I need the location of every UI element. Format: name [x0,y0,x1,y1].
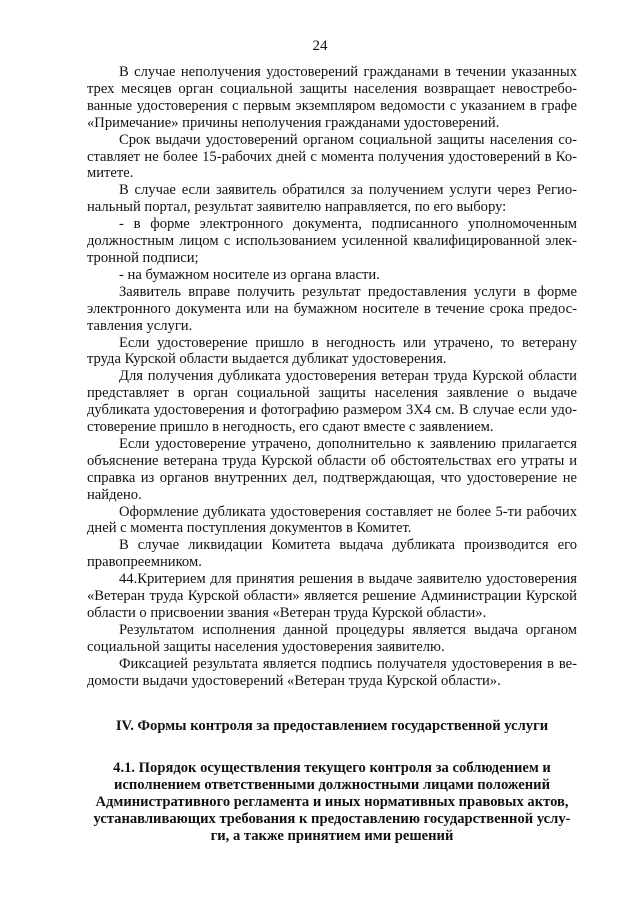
paragraph-issue-deadline: Срок выдачи удостоверений органом социальной защиты населения составляет не более 15-рабочих дней с момента получения удостоверений в Комитете. [87,131,577,182]
paragraph-decision-criterion: 44.Критерием для принятия решения в выдаче заявителю удостоверения «Ветеран труда Курской области» является решение Администрации Курской области о присвоении звания «Ветеран труда Курской области». [87,571,577,621]
paragraph-certificate-lost: Если удостоверение утрачено, дополнительно к заявлению прилагается объяснение ветерана труда Курской области об обстоятельствах его утраты и справка из органов внутренних дел, подтверждающая, что удостоверение не найдено. [87,435,577,503]
list-item-electronic-document: - в форме электронного документа, подписанного уполномоченным должностным лицом с использованием усиленной квалифицированной электронной подписи; [87,216,577,266]
paragraph-duplicate-application: Для получения дубликата удостоверения ветеран труда Курской области представляет в орган социальной защиты населения заявление о выдаче дубликата удостоверения и фотографию размером 3Х4 см. В случае если удостоверение пришло в негодность, его сдают вместе с заявлением. [87,368,577,436]
paragraph-duplicate-issued: Если удостоверение пришло в негодность или утрачено, то ветерану труда Курской области выдается дубликат удостоверения. [87,334,577,368]
paragraph-result-recording: Фиксацией результата является подпись получателя удостоверения в ведомости выдачи удостоверений «Ветеран труда Курской области». [87,655,577,689]
paragraph-regional-portal: В случае если заявитель обратился за получением услуги через Региональный портал, результат заявителю направляется, по его выбору: [87,182,577,216]
paragraph-unclaimed-certificates: В случае неполучения удостоверений гражданами в течении указанных трех месяцев орган социальной защиты населения возвращает невостребованные удостоверения с первым экземпляром ведомости с указанием в графе «Примечание» причины неполучения гражданами удостоверений. [87,64,577,131]
paragraph-committee-liquidation: В случае ликвидации Комитета выдача дубликата производится его правопреемником. [87,537,577,571]
section-title: IV. Формы контроля за предоставлением государственной услуги [115,717,549,734]
document-body [87,64,577,845]
paragraph-duplicate-deadline: Оформление дубликата удостоверения составляет не более 5-ти рабочих дней с момента поступления документов в Комитет. [87,503,577,537]
subsection-title: 4.1. Порядок осуществления текущего контроля за соблюдением и исполнением ответственными должностными лицами положений Административного регламента и иных нормативных правовых актов, устанавливающих требования к предоставлению государственной услуги, а также принятием ими решений [93,760,571,845]
list-item-paper-document: - на бумажном носителе из органа власти. [119,266,380,283]
page-number: 24 [312,38,328,54]
paragraph-procedure-result: Результатом исполнения данной процедуры является выдача органом социальной защиты населения удостоверения заявителю. [87,621,577,655]
paragraph-result-form: Заявитель вправе получить результат предоставления услуги в форме электронного документа или на бумажном носителе в течение срока предоставления услуги. [87,283,577,334]
